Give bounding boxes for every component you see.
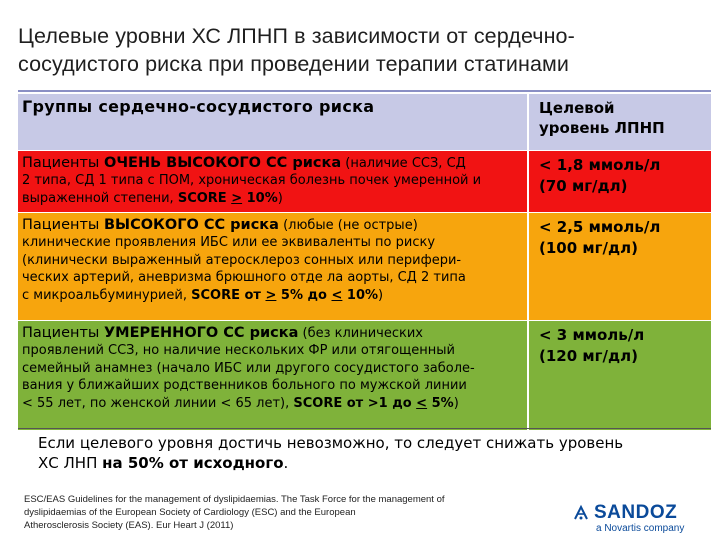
source-citation bbox=[24, 493, 494, 532]
slide-title bbox=[18, 22, 708, 78]
score-value: 5% до bbox=[276, 287, 332, 303]
score-operator: < bbox=[331, 287, 343, 303]
conclusion-line-2 bbox=[38, 453, 698, 473]
moderate-target-mgdl: (120 мг/дл) bbox=[539, 346, 638, 365]
high-line-5 bbox=[22, 287, 523, 305]
logo-tagline: a Novartis company bbox=[596, 523, 685, 534]
risk-category: УМЕРЕННОГО СС риска bbox=[104, 324, 299, 341]
logo-name: SANDOZ bbox=[594, 502, 678, 523]
row-text: (любые (не острые) bbox=[278, 217, 418, 233]
very-high-target-mmol: < 1,8 ммоль/л bbox=[539, 155, 661, 174]
moderate-line-4: вания у ближайших родственников больного по мужской линии bbox=[22, 378, 467, 394]
moderate-line-2: проявлений ССЗ, но наличие нескольких ФР или отягощенный bbox=[22, 343, 455, 359]
row-text: < 55 лет, по женской линии < 65 лет), bbox=[22, 395, 294, 411]
row-text: (наличие ССЗ, СД bbox=[341, 155, 466, 171]
row-text: с микроальбуминурией, bbox=[22, 287, 192, 303]
score-value: 5% bbox=[427, 395, 454, 411]
moderate-line-1 bbox=[22, 325, 523, 343]
score-operator: < bbox=[416, 395, 428, 411]
citation-line-3: Atherosclerosis Society (EAS). Eur Heart J (2011) bbox=[24, 520, 234, 531]
score-label: SCORE bbox=[177, 190, 232, 206]
score-value: 10% bbox=[242, 190, 278, 206]
risk-category: ВЫСОКОГО СС риска bbox=[104, 216, 279, 233]
row-text: выраженной степени, bbox=[22, 190, 178, 206]
conclusion-percent: 50% от исходного bbox=[127, 454, 284, 472]
header-groups: Группы сердечно-сосудистого риска bbox=[18, 94, 528, 150]
row-prefix: Пациенты bbox=[22, 154, 104, 171]
row-prefix: Пациенты bbox=[22, 324, 104, 341]
table-row-moderate-risk bbox=[18, 320, 711, 430]
very-high-risk-description bbox=[18, 150, 528, 212]
score-label: SCORE от >1 до bbox=[293, 395, 417, 411]
score-operator: > bbox=[231, 190, 243, 206]
high-target-mmol: < 2,5 ммоль/л bbox=[539, 217, 661, 236]
moderate-target bbox=[528, 320, 711, 430]
table-header-row bbox=[18, 94, 711, 150]
moderate-risk-description bbox=[18, 320, 528, 430]
sandoz-logo bbox=[572, 503, 712, 539]
high-target bbox=[528, 212, 711, 320]
very-high-line-1 bbox=[22, 155, 523, 173]
title-line-1: Целевые уровни ХС ЛПНП в зависимости от сердечно- bbox=[18, 24, 575, 48]
moderate-line-5 bbox=[22, 395, 523, 413]
citation-line-1: ESC/EAS Guidelines for the management of dyslipidaemias. The Task Force for the management of bbox=[24, 494, 445, 505]
logo-row bbox=[572, 503, 712, 523]
row-prefix: Пациенты bbox=[22, 216, 104, 233]
high-line-4: ческих артерий, аневризма брюшного отде ла аорты, СД 2 типа bbox=[22, 270, 466, 286]
row-text: ) bbox=[277, 190, 283, 206]
conclusion-text-bold: на bbox=[102, 454, 128, 472]
conclusion-text: ХС ЛНП bbox=[38, 454, 103, 472]
header-target-line-2: уровень ЛПНП bbox=[539, 119, 665, 137]
title-divider bbox=[18, 90, 711, 92]
title-line-2: сосудистого риска при проведении терапии статинами bbox=[18, 52, 570, 76]
very-high-target bbox=[528, 150, 711, 212]
score-label: SCORE от bbox=[191, 287, 266, 303]
very-high-line-2: 2 типа, СД 1 типа с ПОМ, хроническая болезнь почек умеренной и bbox=[22, 173, 482, 189]
row-text: ) bbox=[453, 395, 459, 411]
high-line-3: (клинически выраженный атеросклероз сонных или перифери- bbox=[22, 252, 462, 268]
moderate-target-mmol: < 3 ммоль/л bbox=[539, 325, 645, 344]
moderate-line-3: семейный анамнез (начало ИБС или другого сосудистого заболе- bbox=[22, 360, 475, 376]
table-row-very-high-risk bbox=[18, 150, 711, 212]
citation-line-2: dyslipidaemias of the European Society of Cardiology (ESC) and the European bbox=[24, 507, 356, 518]
high-line-1 bbox=[22, 217, 523, 235]
very-high-line-3 bbox=[22, 190, 523, 208]
conclusion-note bbox=[38, 433, 698, 473]
table-bottom-divider bbox=[18, 428, 711, 429]
conclusion-text: . bbox=[283, 454, 289, 472]
high-target-mgdl: (100 мг/дл) bbox=[539, 238, 638, 257]
header-target bbox=[528, 94, 711, 150]
score-operator: > bbox=[265, 287, 277, 303]
row-text: ) bbox=[378, 287, 384, 303]
high-risk-description bbox=[18, 212, 528, 320]
header-target-line-1: Целевой bbox=[539, 99, 615, 117]
risk-target-table bbox=[18, 94, 711, 431]
high-line-2: клинические проявления ИБС или ее эквиваленты по риску bbox=[22, 235, 436, 251]
risk-category: ОЧЕНЬ ВЫСОКОГО СС риска bbox=[104, 154, 342, 171]
row-text: (без клинических bbox=[298, 325, 424, 341]
sandoz-logo-icon bbox=[572, 504, 590, 522]
very-high-target-mgdl: (70 мг/дл) bbox=[539, 176, 628, 195]
table-row-high-risk bbox=[18, 212, 711, 320]
conclusion-line-1: Если целевого уровня достичь невозможно, то следует снижать уровень bbox=[38, 434, 624, 452]
score-value: 10% bbox=[342, 287, 379, 303]
